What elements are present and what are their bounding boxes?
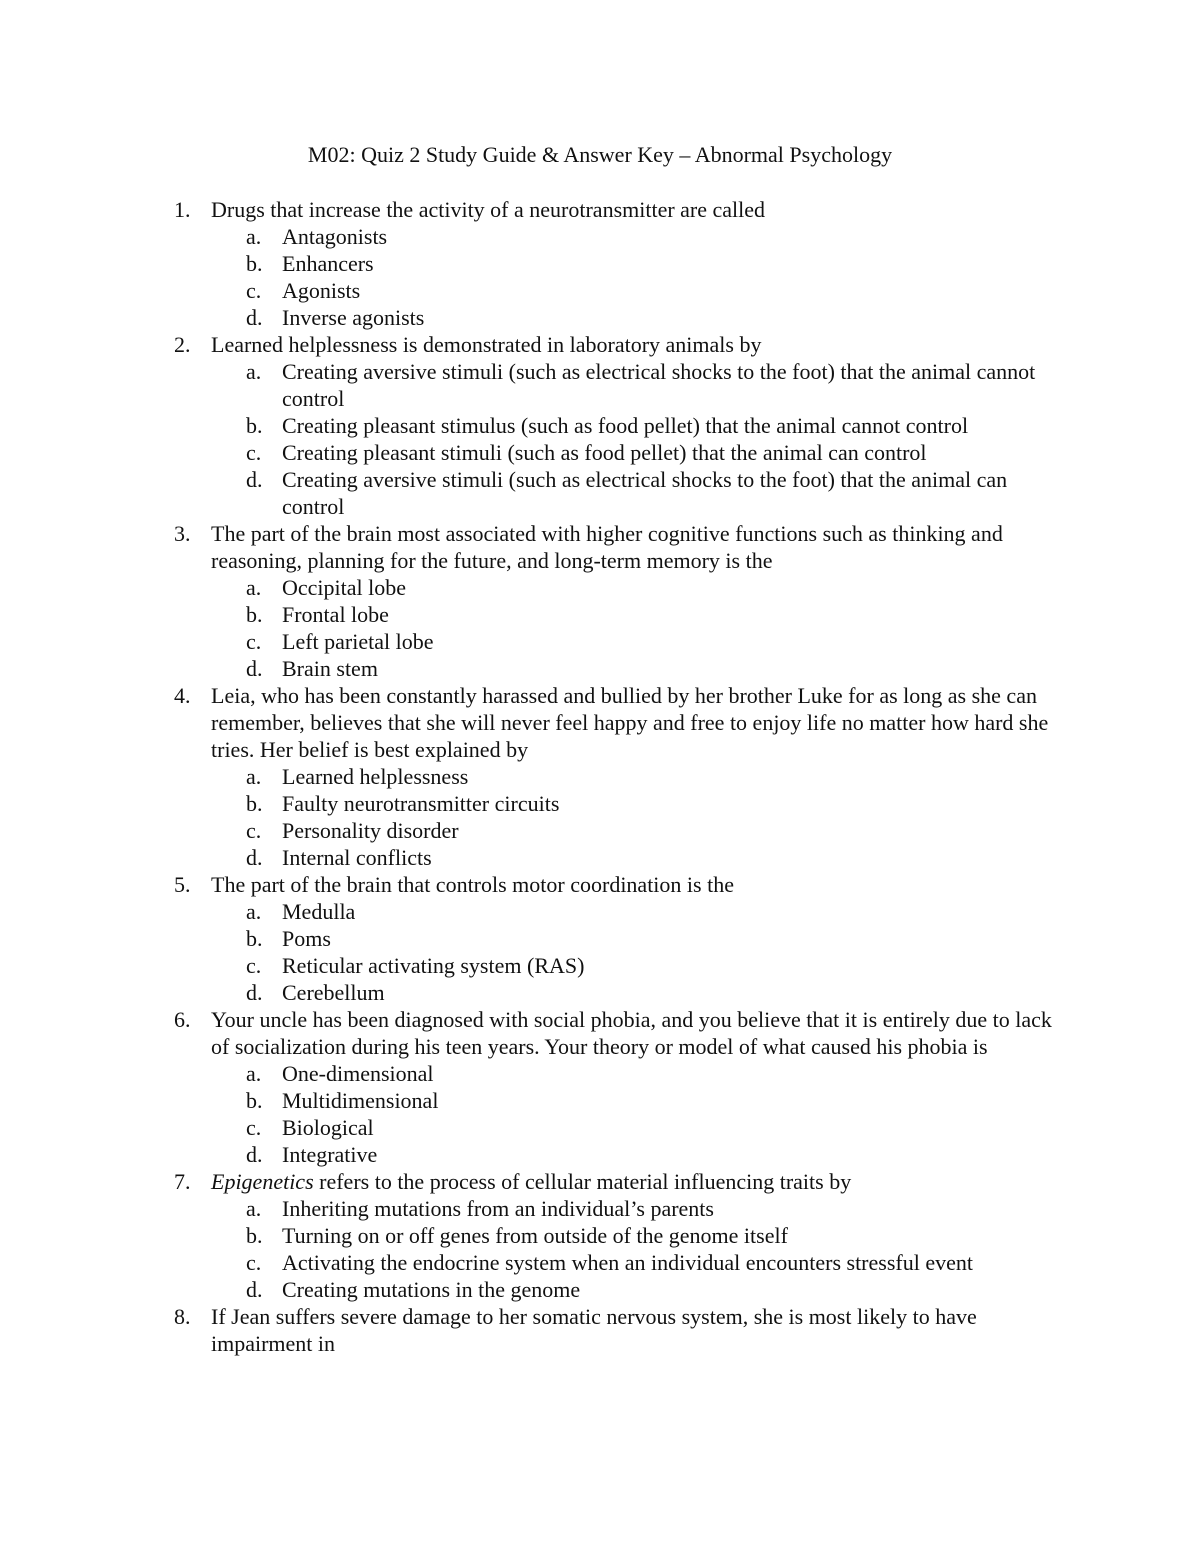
- option-letter: b.: [246, 602, 263, 627]
- question-row: [0, 1168, 1200, 1195]
- option-text: Cerebellum: [282, 980, 385, 1005]
- option-text: One-dimensional: [282, 1061, 434, 1086]
- question-row: [0, 196, 1200, 223]
- option-letter: c.: [246, 278, 262, 303]
- option-letter: d.: [246, 980, 263, 1005]
- answer-option: [0, 925, 1200, 952]
- question-italic-term: Epigenetics: [211, 1169, 314, 1194]
- option-letter: c.: [246, 1115, 262, 1140]
- answer-option: [0, 466, 1200, 520]
- option-text: Turning on or off genes from outside of the genome itself: [282, 1223, 788, 1248]
- option-letter: b.: [246, 926, 263, 951]
- option-text: Integrative: [282, 1142, 378, 1167]
- question-number: 5.: [174, 872, 191, 897]
- answer-option: [0, 979, 1200, 1006]
- answer-option: [0, 277, 1200, 304]
- option-text: Inheriting mutations from an individual’s parents: [282, 1196, 714, 1221]
- question-number: 6.: [174, 1007, 191, 1032]
- question-text: [211, 1168, 1066, 1195]
- option-letter: a.: [246, 224, 262, 249]
- question-number: 1.: [174, 197, 191, 222]
- answer-option: [0, 844, 1200, 871]
- question-item: [0, 520, 1200, 682]
- option-text: Reticular activating system (RAS): [282, 953, 585, 978]
- question-item: [0, 871, 1200, 1006]
- question-list: [0, 196, 1200, 1357]
- option-letter: d.: [246, 467, 263, 492]
- option-letter: a.: [246, 359, 262, 384]
- question-item: [0, 1303, 1200, 1357]
- option-text: Creating mutations in the genome: [282, 1277, 581, 1302]
- answer-option: [0, 1114, 1200, 1141]
- option-letter: d.: [246, 1277, 263, 1302]
- answer-option: [0, 790, 1200, 817]
- answer-option: [0, 898, 1200, 925]
- answer-option: [0, 817, 1200, 844]
- question-number: 4.: [174, 683, 191, 708]
- option-text: Internal conflicts: [282, 845, 432, 870]
- option-text: Antagonists: [282, 224, 388, 249]
- option-letter: c.: [246, 818, 262, 843]
- option-text: Frontal lobe: [282, 602, 389, 627]
- option-text: Agonists: [282, 278, 361, 303]
- option-letter: d.: [246, 656, 263, 681]
- option-letter: d.: [246, 305, 263, 330]
- option-letter: c.: [246, 953, 262, 978]
- option-text: Creating pleasant stimulus (such as food pellet) that the animal cannot control: [282, 413, 969, 438]
- answer-option: [0, 1249, 1200, 1276]
- answer-option: [0, 1060, 1200, 1087]
- answer-option: [0, 223, 1200, 250]
- option-text: Multidimensional: [282, 1088, 439, 1113]
- question-text: Leia, who has been constantly harassed and bullied by her brother Luke for as long as she can remember, believes that she will never feel happy and free to enjoy life no matter how hard she tries. Her belief is best explained by: [211, 683, 1049, 762]
- answer-option: [0, 763, 1200, 790]
- option-text: Brain stem: [282, 656, 378, 681]
- option-letter: a.: [246, 1196, 262, 1221]
- answer-option: [0, 1087, 1200, 1114]
- option-letter: b.: [246, 251, 263, 276]
- question-number: 3.: [174, 521, 191, 546]
- question-number: 2.: [174, 332, 191, 357]
- question-text: Drugs that increase the activity of a neurotransmitter are called: [211, 197, 766, 222]
- question-number: 8.: [174, 1304, 191, 1329]
- question-row: [0, 1303, 1200, 1357]
- question-text: Learned helplessness is demonstrated in laboratory animals by: [211, 332, 762, 357]
- option-text: Faulty neurotransmitter circuits: [282, 791, 560, 816]
- question-item: [0, 196, 1200, 331]
- option-text: Occipital lobe: [282, 575, 407, 600]
- option-text: Poms: [282, 926, 331, 951]
- answer-option: [0, 1141, 1200, 1168]
- option-text: Medulla: [282, 899, 356, 924]
- option-text: Enhancers: [282, 251, 374, 276]
- option-text: Learned helplessness: [282, 764, 469, 789]
- answer-option: [0, 1276, 1200, 1303]
- option-text: Creating pleasant stimuli (such as food pellet) that the animal can control: [282, 440, 927, 465]
- option-text: Activating the endocrine system when an individual encounters stressful event: [282, 1250, 973, 1275]
- answer-option: [0, 250, 1200, 277]
- answer-option: [0, 601, 1200, 628]
- option-letter: a.: [246, 1061, 262, 1086]
- question-row: [0, 682, 1200, 763]
- question-text-rest: refers to the process of cellular material influencing traits by: [313, 1169, 852, 1194]
- option-letter: b.: [246, 791, 263, 816]
- question-text: The part of the brain that controls motor coordination is the: [211, 872, 734, 897]
- answer-option: [0, 1195, 1200, 1222]
- option-letter: d.: [246, 1142, 263, 1167]
- answer-option: [0, 1222, 1200, 1249]
- answer-option: [0, 439, 1200, 466]
- option-letter: a.: [246, 899, 262, 924]
- answer-option: [0, 304, 1200, 331]
- option-letter: c.: [246, 440, 262, 465]
- question-item: [0, 1168, 1200, 1303]
- question-text: The part of the brain most associated with higher cognitive functions such as thinking and reasoning, planning for the future, and long-term memory is the: [211, 521, 1003, 573]
- option-text: Personality disorder: [282, 818, 459, 843]
- option-text: Creating aversive stimuli (such as electrical shocks to the foot) that the animal can control: [282, 467, 1008, 519]
- answer-option: [0, 358, 1200, 412]
- option-letter: c.: [246, 1250, 262, 1275]
- option-text: Inverse agonists: [282, 305, 425, 330]
- question-item: [0, 331, 1200, 520]
- answer-option: [0, 628, 1200, 655]
- option-text: Creating aversive stimuli (such as electrical shocks to the foot) that the animal cannot control: [282, 359, 1036, 411]
- answer-option: [0, 952, 1200, 979]
- question-item: [0, 1006, 1200, 1168]
- answer-option: [0, 655, 1200, 682]
- option-text: Biological: [282, 1115, 374, 1140]
- option-letter: b.: [246, 413, 263, 438]
- answer-option: [0, 412, 1200, 439]
- page-title: M02: Quiz 2 Study Guide & Answer Key – Abnormal Psychology: [307, 142, 893, 167]
- option-letter: b.: [246, 1223, 263, 1248]
- option-letter: d.: [246, 845, 263, 870]
- option-letter: c.: [246, 629, 262, 654]
- question-row: [0, 520, 1200, 574]
- question-item: [0, 682, 1200, 871]
- option-letter: b.: [246, 1088, 263, 1113]
- question-text: Your uncle has been diagnosed with social phobia, and you believe that it is entirely due to lack of socialization during his teen years. Your theory or model of what caused his phobia is: [211, 1007, 1052, 1059]
- question-row: [0, 331, 1200, 358]
- question-number: 7.: [174, 1169, 191, 1194]
- question-text: If Jean suffers severe damage to her somatic nervous system, she is most likely to have impairment in: [211, 1304, 977, 1356]
- option-letter: a.: [246, 764, 262, 789]
- question-row: [0, 1006, 1200, 1060]
- option-text: Left parietal lobe: [282, 629, 434, 654]
- answer-option: [0, 574, 1200, 601]
- question-row: [0, 871, 1200, 898]
- option-letter: a.: [246, 575, 262, 600]
